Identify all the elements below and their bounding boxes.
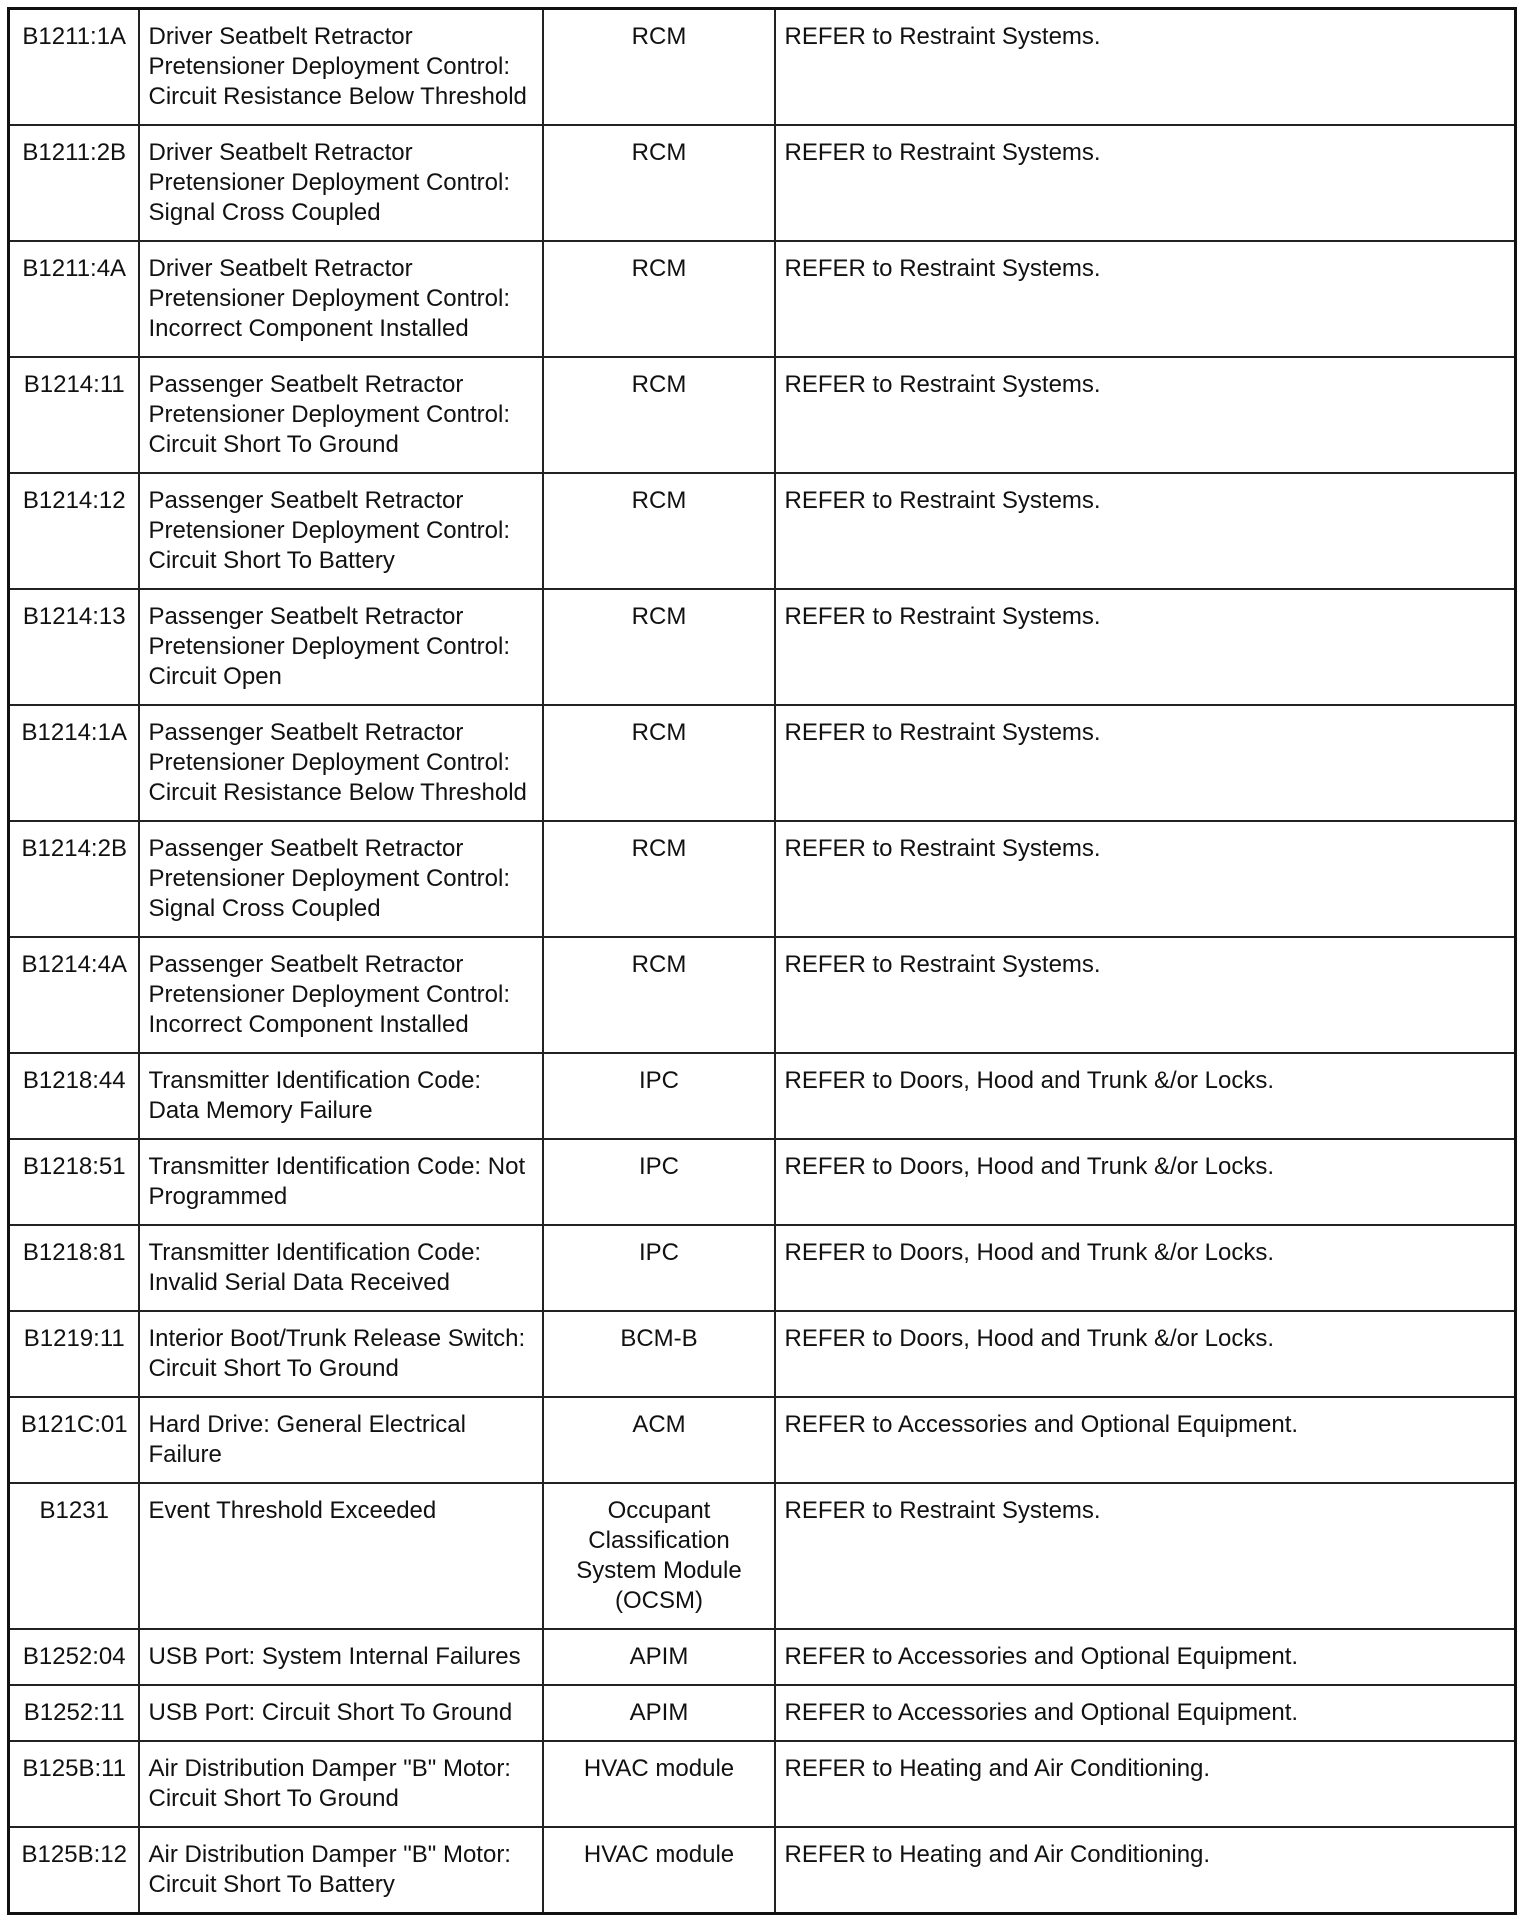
dtc-module-cell: RCM: [543, 589, 775, 705]
dtc-action-cell: REFER to Restraint Systems.: [775, 705, 1516, 821]
dtc-description-cell: Driver Seatbelt Retractor Pretensioner Deployment Control: Incorrect Component Installed: [139, 241, 543, 357]
dtc-action-cell: REFER to Restraint Systems.: [775, 9, 1516, 126]
table-row: [9, 125, 1516, 241]
dtc-code-cell: B1231: [9, 1483, 139, 1629]
dtc-code-cell: B1211:1A: [9, 9, 139, 126]
dtc-code-cell: B1214:2B: [9, 821, 139, 937]
dtc-action-cell: REFER to Accessories and Optional Equipment.: [775, 1685, 1516, 1741]
dtc-code-cell: B1214:1A: [9, 705, 139, 821]
table-row: [9, 1483, 1516, 1629]
dtc-module-cell: HVAC module: [543, 1741, 775, 1827]
dtc-code-cell: B121C:01: [9, 1397, 139, 1483]
dtc-table-body: [9, 9, 1516, 1914]
dtc-description-cell: Passenger Seatbelt Retractor Pretensioner Deployment Control: Circuit Short To Battery: [139, 473, 543, 589]
table-row: [9, 937, 1516, 1053]
dtc-code-cell: B1219:11: [9, 1311, 139, 1397]
dtc-table: [7, 7, 1517, 1915]
dtc-code-cell: B1218:51: [9, 1139, 139, 1225]
dtc-module-cell: Occupant Classification System Module (OCSM): [543, 1483, 775, 1629]
table-row: [9, 1139, 1516, 1225]
table-row: [9, 821, 1516, 937]
dtc-action-cell: REFER to Restraint Systems.: [775, 473, 1516, 589]
table-row: [9, 1741, 1516, 1827]
dtc-module-cell: HVAC module: [543, 1827, 775, 1914]
table-row: [9, 9, 1516, 126]
table-row: [9, 589, 1516, 705]
dtc-module-cell: IPC: [543, 1053, 775, 1139]
dtc-module-cell: IPC: [543, 1225, 775, 1311]
dtc-code-cell: B1214:4A: [9, 937, 139, 1053]
dtc-module-cell: BCM-B: [543, 1311, 775, 1397]
dtc-description-cell: Passenger Seatbelt Retractor Pretensioner Deployment Control: Circuit Short To Ground: [139, 357, 543, 473]
dtc-module-cell: RCM: [543, 821, 775, 937]
dtc-module-cell: RCM: [543, 241, 775, 357]
dtc-action-cell: REFER to Doors, Hood and Trunk &/or Locks.: [775, 1225, 1516, 1311]
dtc-action-cell: REFER to Accessories and Optional Equipment.: [775, 1629, 1516, 1685]
dtc-module-cell: RCM: [543, 9, 775, 126]
dtc-description-cell: Transmitter Identification Code: Invalid Serial Data Received: [139, 1225, 543, 1311]
table-row: [9, 1225, 1516, 1311]
dtc-module-cell: RCM: [543, 357, 775, 473]
dtc-action-cell: REFER to Doors, Hood and Trunk &/or Locks.: [775, 1311, 1516, 1397]
dtc-module-cell: APIM: [543, 1629, 775, 1685]
dtc-description-cell: Passenger Seatbelt Retractor Pretensioner Deployment Control: Signal Cross Coupled: [139, 821, 543, 937]
dtc-action-cell: REFER to Doors, Hood and Trunk &/or Locks.: [775, 1053, 1516, 1139]
table-row: [9, 705, 1516, 821]
dtc-description-cell: Air Distribution Damper "B" Motor: Circuit Short To Ground: [139, 1741, 543, 1827]
dtc-code-cell: B1214:13: [9, 589, 139, 705]
dtc-code-cell: B1252:04: [9, 1629, 139, 1685]
table-row: [9, 1685, 1516, 1741]
dtc-action-cell: REFER to Restraint Systems.: [775, 125, 1516, 241]
dtc-code-cell: B1252:11: [9, 1685, 139, 1741]
dtc-description-cell: USB Port: Circuit Short To Ground: [139, 1685, 543, 1741]
dtc-description-cell: Passenger Seatbelt Retractor Pretensioner Deployment Control: Circuit Resistance Below Threshold: [139, 705, 543, 821]
table-row: [9, 1053, 1516, 1139]
table-row: [9, 473, 1516, 589]
dtc-action-cell: REFER to Doors, Hood and Trunk &/or Locks.: [775, 1139, 1516, 1225]
dtc-description-cell: Event Threshold Exceeded: [139, 1483, 543, 1629]
table-row: [9, 1629, 1516, 1685]
dtc-action-cell: REFER to Restraint Systems.: [775, 241, 1516, 357]
table-row: [9, 1397, 1516, 1483]
dtc-description-cell: Passenger Seatbelt Retractor Pretensioner Deployment Control: Incorrect Component Installed: [139, 937, 543, 1053]
table-row: [9, 357, 1516, 473]
dtc-code-cell: B1214:12: [9, 473, 139, 589]
dtc-action-cell: REFER to Restraint Systems.: [775, 357, 1516, 473]
table-row: [9, 241, 1516, 357]
dtc-module-cell: RCM: [543, 473, 775, 589]
dtc-description-cell: USB Port: System Internal Failures: [139, 1629, 543, 1685]
dtc-description-cell: Passenger Seatbelt Retractor Pretensioner Deployment Control: Circuit Open: [139, 589, 543, 705]
dtc-action-cell: REFER to Restraint Systems.: [775, 589, 1516, 705]
dtc-code-cell: B1218:81: [9, 1225, 139, 1311]
dtc-code-cell: B1211:2B: [9, 125, 139, 241]
dtc-action-cell: REFER to Restraint Systems.: [775, 1483, 1516, 1629]
dtc-description-cell: Interior Boot/Trunk Release Switch: Circuit Short To Ground: [139, 1311, 543, 1397]
dtc-module-cell: RCM: [543, 705, 775, 821]
dtc-table-container: [7, 7, 1514, 1915]
table-row: [9, 1311, 1516, 1397]
dtc-description-cell: Transmitter Identification Code: Not Programmed: [139, 1139, 543, 1225]
dtc-module-cell: APIM: [543, 1685, 775, 1741]
dtc-module-cell: RCM: [543, 937, 775, 1053]
dtc-code-cell: B1218:44: [9, 1053, 139, 1139]
dtc-code-cell: B125B:12: [9, 1827, 139, 1914]
dtc-description-cell: Driver Seatbelt Retractor Pretensioner Deployment Control: Signal Cross Coupled: [139, 125, 543, 241]
dtc-code-cell: B1211:4A: [9, 241, 139, 357]
dtc-action-cell: REFER to Restraint Systems.: [775, 937, 1516, 1053]
dtc-description-cell: Hard Drive: General Electrical Failure: [139, 1397, 543, 1483]
dtc-module-cell: ACM: [543, 1397, 775, 1483]
dtc-code-cell: B125B:11: [9, 1741, 139, 1827]
dtc-module-cell: RCM: [543, 125, 775, 241]
dtc-action-cell: REFER to Heating and Air Conditioning.: [775, 1741, 1516, 1827]
table-row: [9, 1827, 1516, 1914]
dtc-description-cell: Driver Seatbelt Retractor Pretensioner Deployment Control: Circuit Resistance Below Threshold: [139, 9, 543, 126]
dtc-code-cell: B1214:11: [9, 357, 139, 473]
dtc-action-cell: REFER to Accessories and Optional Equipment.: [775, 1397, 1516, 1483]
dtc-action-cell: REFER to Restraint Systems.: [775, 821, 1516, 937]
dtc-action-cell: REFER to Heating and Air Conditioning.: [775, 1827, 1516, 1914]
dtc-module-cell: IPC: [543, 1139, 775, 1225]
dtc-description-cell: Transmitter Identification Code: Data Memory Failure: [139, 1053, 543, 1139]
dtc-description-cell: Air Distribution Damper "B" Motor: Circuit Short To Battery: [139, 1827, 543, 1914]
